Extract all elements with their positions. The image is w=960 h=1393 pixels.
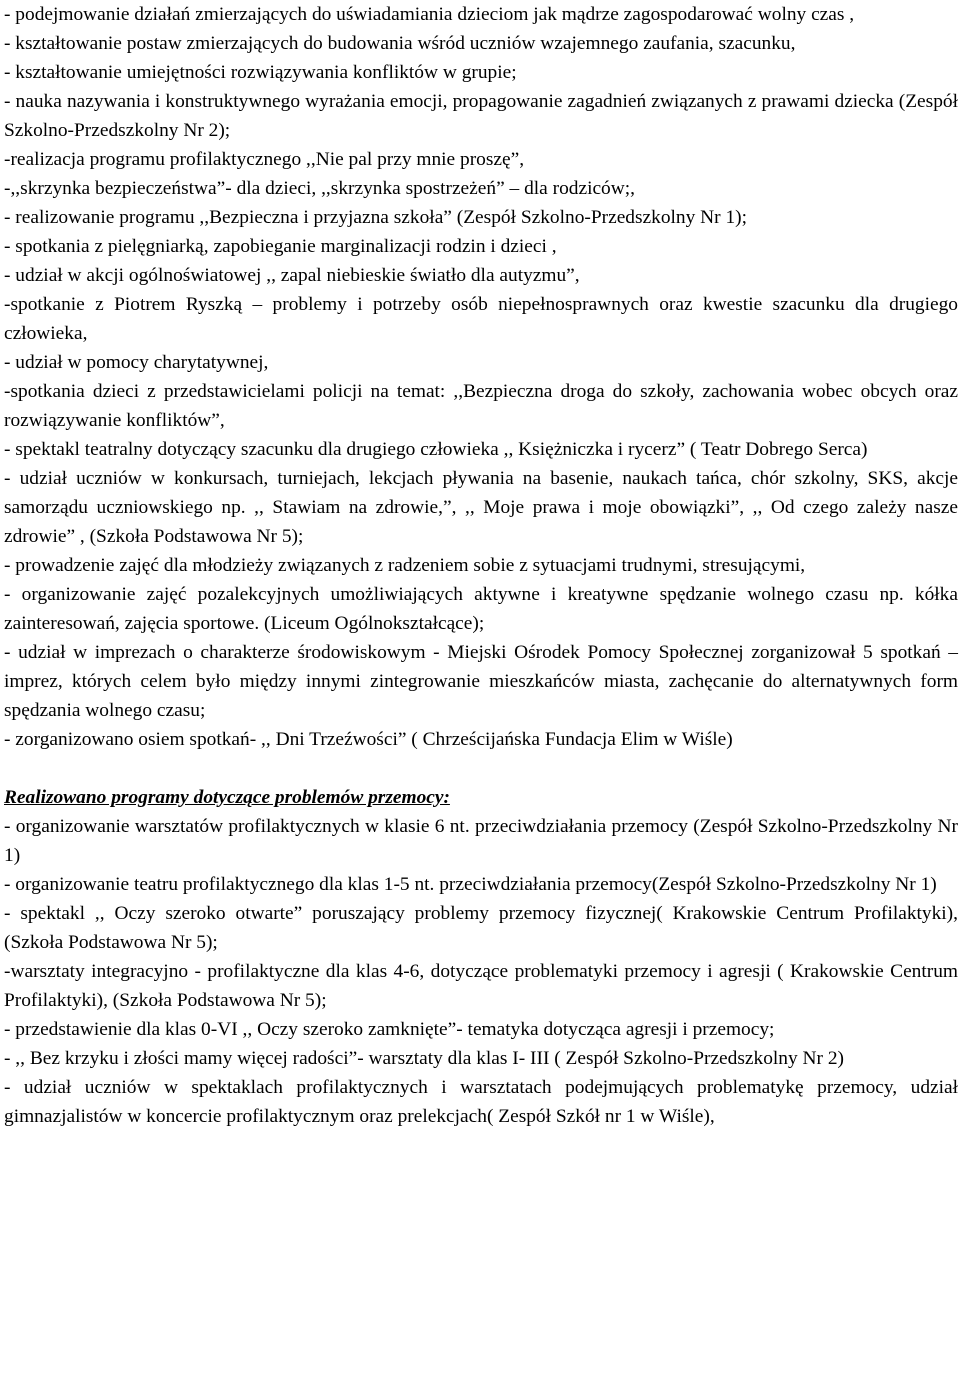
list-item: - realizowanie programu ,,Bezpieczna i przyjazna szkoła” (Zespół Szkolno-Przedszkolny Nr 1); (4, 207, 748, 228)
list-item: - prowadzenie zajęć dla młodzieży związanych z radzeniem sobie z sytuacjami trudnymi, stresującymi, (4, 555, 806, 576)
list-item: - nauka nazywania i konstruktywnego wyrażania emocji, propagowanie zagadnień związanych z prawami dziecka (Zespół Szkolno-Przedszkolny Nr 2); (4, 91, 958, 141)
list-item: - kształtowanie umiejętności rozwiązywania konfliktów w grupie; (4, 62, 517, 83)
list-item: - organizowanie zajęć pozalekcyjnych umożliwiających aktywne i kreatywne spędzanie wolnego czasu np. kółka zainteresowań, zajęcia sportowe. (Liceum Ogólnokształcące); (4, 584, 958, 634)
list-item: - spotkania z pielęgniarką, zapobieganie marginalizacji rodzin i dzieci , (4, 236, 557, 257)
list-item: - przedstawienie dla klas 0-VI ,, Oczy szeroko zamknięte”- tematyka dotycząca agresji i przemocy; (4, 1019, 775, 1040)
list-item: -spotkanie z Piotrem Ryszką – problemy i potrzeby osób niepełnosprawnych oraz kwestie szacunku dla drugiego człowieka, (4, 294, 958, 344)
list-item: -spotkania dzieci z przedstawicielami policji na temat: ,,Bezpieczna droga do szkoły, zachowania wobec obcych oraz rozwiązywanie konfliktów”, (4, 381, 958, 431)
list-item: - kształtowanie postaw zmierzających do budowania wśród uczniów wzajemnego zaufania, szacunku, (4, 33, 796, 54)
list-item: - zorganizowano osiem spotkań- ,, Dni Trzeźwości” ( Chrześcijańska Fundacja Elim w Wiśle) (4, 729, 733, 750)
list-item: - spektakl teatralny dotyczący szacunku dla drugiego człowieka ,, Księżniczka i rycerz” ( Teatr Dobrego Serca) (4, 439, 868, 460)
list-item: -warsztaty integracyjno - profilaktyczne dla klas 4-6, dotyczące problematyki przemocy i agresji ( Krakowskie Centrum Profilaktyki), (Szkoła Podstawowa Nr 5); (4, 961, 958, 1011)
list-item: -realizacja programu profilaktycznego ,,Nie pal przy mnie proszę”, (4, 149, 525, 170)
list-item: - podejmowanie działań zmierzających do uświadamiania dzieciom jak mądrze zagospodarować wolny czas , (4, 4, 855, 25)
activities-list (4, 0, 958, 754)
list-item: - udział uczniów w spektaklach profilaktycznych i warsztatach podejmujących problematykę przemocy, udział gimnazjalistów w koncercie profilaktycznym oraz prelekcjach( Zespół Szkół nr 1 w Wiśle), (4, 1077, 958, 1127)
list-item: - udział w akcji ogólnoświatowej ,, zapal niebieskie światło dla autyzmu”, (4, 265, 580, 286)
list-item: - organizowanie teatru profilaktycznego dla klas 1-5 nt. przeciwdziałania przemocy(Zespół Szkolno-Przedszkolny Nr 1) (4, 874, 937, 895)
list-item: - udział uczniów w konkursach, turniejach, lekcjach pływania na basenie, naukach tańca, chór szkolny, SKS, akcje samorządu uczniowskiego np. ,, Stawiam na zdrowie,”, ,, Moje prawa i moje obowiązki”, ,, Od czego zależy nasze zdrowie” , (Szkoła Podstawowa Nr 5); (4, 468, 958, 547)
list-item: - spektakl ,, Oczy szeroko otwarte” poruszający problemy przemocy fizycznej( Krakowskie Centrum Profilaktyki), (Szkoła Podstawowa Nr 5); (4, 903, 958, 953)
list-item: - udział w imprezach o charakterze środowiskowym - Miejski Ośrodek Pomocy Społecznej zorganizował 5 spotkań – imprez, których celem było między innymi zintegrowanie mieszkańców miasta, zachęcanie do alternatywnych form spędzania wolnego czasu; (4, 642, 958, 721)
list-item: - ,, Bez krzyku i złości mamy więcej radości”- warsztaty dla klas I- III ( Zespół Szkolno-Przedszkolny Nr 2) (4, 1048, 844, 1069)
violence-programs-list (4, 812, 958, 1131)
document-page (4, 0, 958, 1131)
list-item: - organizowanie warsztatów profilaktycznych w klasie 6 nt. przeciwdziałania przemocy (Zespół Szkolno-Przedszkolny Nr 1) (4, 816, 958, 866)
section-heading: Realizowano programy dotyczące problemów przemocy: (4, 787, 450, 808)
list-item: - udział w pomocy charytatywnej, (4, 352, 269, 373)
list-item: -,,skrzynka bezpieczeństwa”- dla dzieci, ,,skrzynka spostrzeżeń” – dla rodziców;, (4, 178, 635, 199)
